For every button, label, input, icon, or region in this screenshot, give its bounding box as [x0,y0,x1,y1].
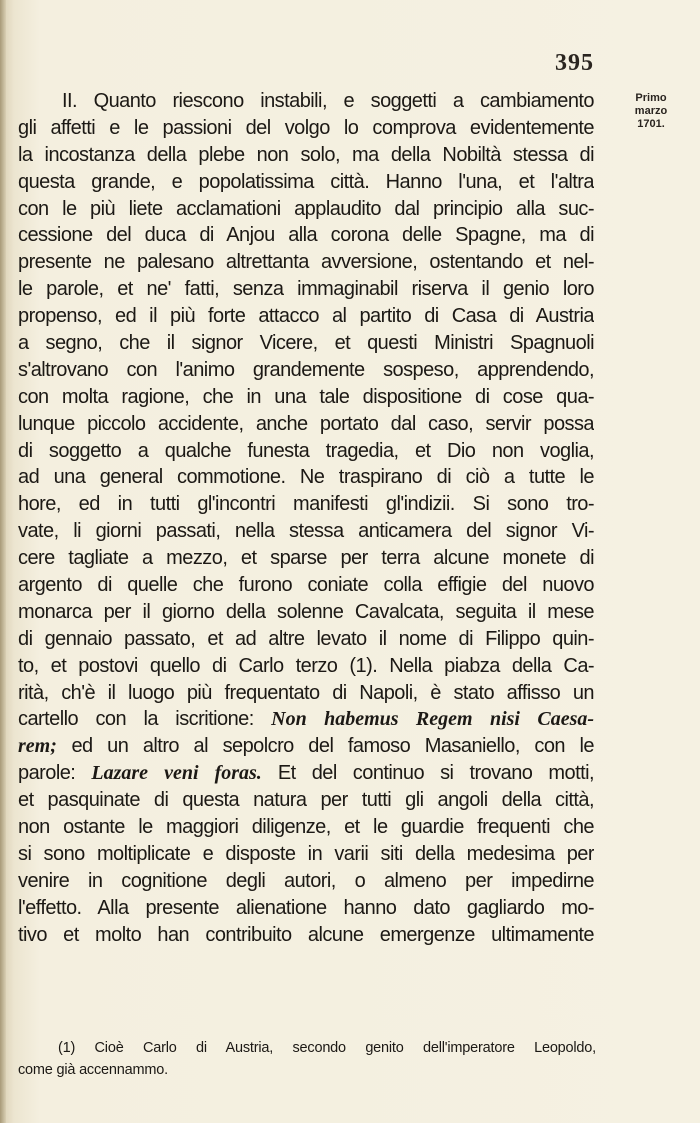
marginal-note-line: marzo [634,105,668,117]
text-line: di soggetto a qualche funesta tragedia, et Dio non voglia, [18,439,594,462]
text-line: propenso, ed il più forte attacco al partito di Casa di Austria [18,305,594,328]
page-binding-edge [0,0,6,1123]
text-line: s'altrovano con l'animo grandemente sospeso, apprendendo, [18,358,594,381]
text-line: argento di quelle che furono coniate colla effigie del nuovo [18,574,594,597]
text-line: venire in cognitione degli autori, o almeno per impedirne [18,869,594,892]
text-line: to, et postovi quello di Carlo terzo (1). Nella piabza della Ca- [18,654,594,677]
text-fragment: cartello con la iscritione: [18,708,254,731]
footnote-line: (1) Cioè Carlo di Austria, secondo genito dell'imperatore Leopoldo, [58,1040,596,1056]
main-text [18,88,594,949]
text-line: presente ne palesano altrettanta avversione, ostentando et nel- [18,251,594,274]
text-line-with-quote [18,760,594,787]
latin-quote: Lazare veni foras. [91,762,262,785]
text-line: monarca per il giorno della solenne Cavalcata, seguita il mese [18,600,594,623]
text-line: con molta ragione, che in una tale dispositione di cose qua- [18,385,594,408]
text-line: le parole, et ne' fatti, senza immaginabil riserva il genio loro [18,278,594,301]
text-line: cessione del duca di Anjou alla corona delle Spagne, ma di [18,224,594,247]
text-line: la incostanza della plebe non solo, ma della Nobiltà stessa di [18,143,594,166]
text-line: hore, ed in tutti gl'incontri manifesti gl'indizii. Si sono tro- [18,493,594,516]
text-fragment: ed un altro al sepolcro del famoso Masaniello, con le [71,735,594,758]
text-fragment: Et del continuo si trovano motti, [277,762,594,785]
text-line: questa grande, e popolatissima città. Hanno l'una, et l'altra [18,170,594,193]
footnote-line: come già accennammo. [18,1062,168,1078]
text-line: con le più liete acclamationi applaudito dal principio alla suc- [18,197,594,220]
text-line: l'effetto. Alla presente alienatione hanno dato gagliardo mo- [18,896,594,919]
marginal-note-line: 1701. [637,118,665,130]
text-line: di gennaio passato, et ad altre levato il nome di Filippo quin- [18,627,594,650]
text-line: a segno, che il signor Vicere, et questi Ministri Spagnuoli [18,332,594,355]
text-line: II. Quanto riescono instabili, e soggetti a cambiamento [62,90,594,112]
latin-quote-end: rem; [18,735,57,758]
text-line: tivo et molto han contribuito alcune emergenze ultimamente [18,923,594,946]
text-line: gli affetti e le passioni del volgo lo comprova evidentemente [18,116,594,139]
marginal-note [616,92,686,131]
text-line: lunque piccolo accidente, anche portato dal caso, servir possa [18,412,594,435]
page-number: 395 [555,50,594,76]
footnote [18,1037,596,1081]
text-line: non ostante le maggiori diligenze, et le guardie frequenti che [18,816,594,839]
marginal-note-line: Primo [635,92,667,104]
text-line: ad una general commotione. Ne traspirano di ciò a tutte le [18,466,594,489]
text-line: rità, ch'è il luogo più frequentato di Napoli, è stato affisso un [18,681,594,704]
text-fragment: parole: [18,762,76,785]
latin-quote: Non habemus Regem nisi Caesa- [271,708,594,731]
text-line-with-quote [18,733,594,760]
text-line: si sono moltiplicate e disposte in varii siti della medesima per [18,842,594,865]
text-line: vate, li giorni passati, nella stessa anticamera del signor Vi- [18,520,594,543]
text-line-with-quote [18,706,594,733]
text-line: et pasquinate di questa natura per tutti gli angoli della città, [18,789,594,812]
text-line: cere tagliate a mezzo, et sparse per terra alcune monete di [18,547,594,570]
